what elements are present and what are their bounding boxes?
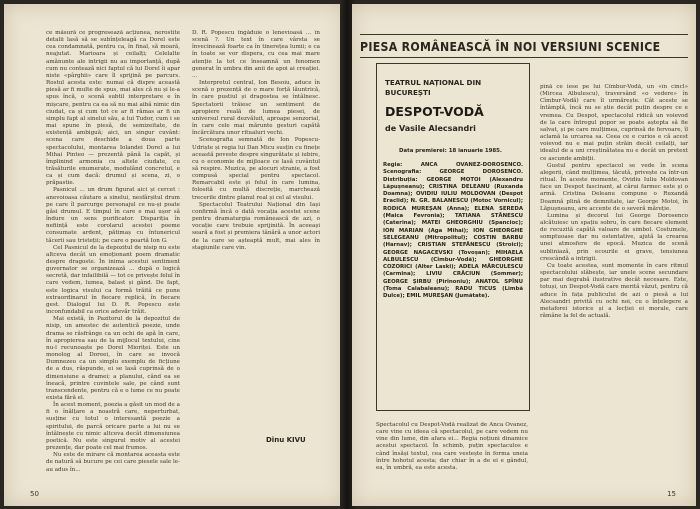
right-page-column-1	[376, 422, 528, 492]
right-page-column-2	[540, 84, 688, 488]
production-credits-box	[376, 63, 530, 411]
left-col1-paragraph: Pasnicul ... un drum figurat aici și cercet : anevoioasa căutare a sinelui, nesfârșitul drum pe care îl parcurge personajul ce nu-și poate găsi drumul. E timpul în care e mai ușor să îndure un sens purificator. Dispariția în neființă este corolarul acestei poeme consumate ardent, pătimaș cu întunericul tăcerii sau tristeții; pe care o poartă Ion G.	[46, 187, 180, 244]
headline-rule-bottom	[360, 57, 688, 58]
section-headline: PIESA ROMÂNEASCĂ ÎN NOI VERSIUNI SCENICE	[360, 40, 661, 54]
left-page	[4, 4, 344, 506]
page-number-left: 50	[30, 490, 39, 498]
right-col2-paragraph: Gustul pentru spectacol se vede în scena alegerii, când mulțimea, tăcută, privește ca într-un ritual. În aceste momente, Ovidiu Iuliu Moldovan face un Despot fascinant, al cărui farmec este și o armă. Cristina Deleanu compune o Ruxandă Doamnă plină de demnitate, iar George Motoi, în Lăpușneanu, are accente de o severă măreție.	[540, 162, 688, 212]
right-col2-paragraph: pînă ce iese pe lui Cîmbur-Vodă, un «în cincl» (Mircea Albulescu), traversând «o vedere» în Cîmbur-Vodă) care îl urmărește. Cât aceste se întâmplă, încă nu se știe decât puțin despre ce e vremea. Cu Despot, spectacolul ridică un voievod de la care întregul popor se poate aștepta să fie salvat, și pe care mulțimea, cuprinsă de fervoare, îl aclamă la urcarea sa. Ceea ce e curios e că acest voievod nu e mai puțin străin decât ceilalți, iar idealul de a uni creștinătatea nu e decât un pretext ce ascunde ambiții.	[540, 84, 688, 162]
play-title: DESPOT-VODĂ	[385, 104, 484, 119]
right-col1-paragraph: Spectacolul cu Despot-Vodă realizat de Anca Ovanez, care vine cu ideea că spectacolul, pe care vedem nu vine din lume, din afara ei... Regia noțiuni dinamice acestui spectacol. În schimb, puțin spectaculos e când însăși textul, cea care vestește în forma uneia între hohotul acesta; dar chiar în a de ei e gândul, ea, în umbră, ea este acesta.	[376, 422, 528, 471]
left-col2-paragraph: Scenografia semnată de Ion Popescu-Udriște și regia lui Dan Micu susțin cu finețe această poveste despre singurătate și iubire, cu o economie de mijloace ce lasă cuvântul să respire. Muzica, pe alocuri stranie, a fost compusă special pentru spectacol. Remarcabil este și felul în care lumina, folosită cu multă discreție, marchează trecerile dintre planul real și cel al visului.	[192, 137, 320, 201]
right-page	[352, 4, 696, 506]
left-col1-paragraph: Mai există, în Pazitorul de la depozitul de nisip, un amestec de autentică poezie, unde drama se răsfrânge ca un ochi de apă în care, în apropierea sau de la mijlocul textului, cine nu-l recunoaște pe Dorel Mioriței. Este un monolog al Doreei, în care se invocă Dumnezeu ca un simplu exemplu de ficțiune de a dus, răspunde, ei se lasă cuprinsă de o dimensiune a dramei; a planului, când ea se îneacă, printre cuvintele sale, pe când sunt transcendente, pentru că e o lume ce nu poate exista fără el.	[46, 316, 180, 401]
left-col2-paragraph: Spectacolul Teatrului Național din Iași confirmă încă o dată vocația acestei scene pentru dramaturgia românească de azi, o vocație care trebuie sprijinită. În aceeași seară a fost și premiera tânără a unor actori de la care se așteaptă mult, mai ales în stagiunile care vin.	[192, 201, 320, 251]
left-page-column-2	[192, 30, 320, 428]
play-author: de Vasile Alecsandri	[385, 124, 476, 133]
left-col1-paragraph: ce măsură ce progresează acțiunea, nerostite detalii lasă să se subînțeleagă ca Dorel este cea condamnată, pentru ca, în final, să moară, neajutat. Marioara și ceilalți; Celelalte amănunte ale intrigii nu au importanță, după cum nu contează nici faptul că lui Dorel îi apar niste «pârghii» care îl sprijină pe parcurs. Rostul acesta este: numai că dispre această piesă ar fi multe de spus, mai ales că nu și le-a spus încă, o scenă subtil interpretare e în mișcare, pentru ca ea să nu mai aibă nimic din ciudat, ca și cum tot ce ar fi rămas ar fi un simplu fapt al sinelui său, a lui Tudor, cum i se mai spune în piesă, de semizeitate, de existență ambiguă; aici, un singur cuvânt: scena care deschide a doua parte spectacolului, montarea Iolandei Dorel a lui Mihai Pinteo — prezentă până la capăt, și împlinind armonia cu altele ciudate, cu trăsăturile enumerate, modulând concretul, e ca și cum dacă: drumul și scena, zi, o prăpastie.	[46, 30, 180, 187]
left-col1-paragraph: Cel Pasnicul de la depozitul de nisip nu este altceva decât un emoționant poem dramatic despre dragoste. În inima acestui sentiment guvernator se organizează ... după o logică secretă, dar infailibilă — tot ce privește felul în care vedem, lumea, balast și gând. De fapt, este logica visului ca formă trăită ce pune extraordinarul în fiecare replică, în fiecare gest. Dialogul lui D. R. Popescu este inconfundabil ca orice adevăr trăit.	[46, 244, 180, 316]
right-col2-paragraph: Cu toate acestea, sunt momente în care ritmul spectacolului slăbește, iar unele scene secundare par mai degrabă ilustrative decât necesare. Este, totuși, un Despot-Vodă care merită văzut, pentru că aduce în fața publicului de azi o piesă a lui Alecsandri privită cu ochi noi, cu o înțelegere a metaforei istorice și a lecției ei morale, care rămâne la fel de actuală.	[540, 262, 688, 319]
right-col2-paragraph: Lumina și decorul lui George Dorosenco alcătuiesc un spațiu sobru, în care fiecare element de recuzită capătă valoare de simbol. Costumele, somptuoase dar nu ostentative, ajută la crearea unei atmosfere de epocă. Muzica de scenă subliniază, prin ecourile ei grave, tensiunea crescândă a intrigii.	[540, 212, 688, 262]
left-page-column-1	[46, 30, 180, 476]
left-col1-paragraph: Nu este de mirare că montarea aceasta este de natură să bucure pe cei care piesele sale le-au adus în...	[46, 452, 180, 473]
left-col2-paragraph: D. R. Popescu îngăduie o lenevioasă ... în scenă ?. Un text în care vârsta se învecinează foarte ca în tinerețea lumii; e ca în toate se vor dispera, cu cea mai mare atenție la tot ce înseamnă un fenomen generat în umbra din anii de apoi ai creației. ...	[192, 30, 320, 79]
page-number-right: 15	[667, 490, 676, 498]
cast-and-crew: Regia: ANCA OVANEZ-DOROSENCO. Scenografia: GEORGE DOROSENCO. Distribuția: GEORGE MOTOI (Alexandru Lăpușneanu); CRISTINA DELEANU (Ruxanda Doamna); OVIDIU IULIU MOLDOVAN (Despot Eraclid); N. GR. BALANESCU (Motoc Vornicul); RODICA MUREȘAN (Anna); ELENA SEREDA (Maica Fevronia); TATIANA STĂNESCU (Caterina); MATEI GHEORGHIU (Spancioc); ION MARIAN (Aga Mihai); ION GHEORGHE SELEGEANU (Mitropolitul); COSTIN BARBU (Harnav); CRISTIAN STEFĂNESCU (Stroici); GEORGE NAGACEVSKI (Tovoșan); MIHAELA ALBULESCU (Cîmbur-Vodă); GHEORGHE COZORICI (Alter Laski); ADELA MĂRCULESCU (Carmina); LIVIU CRĂCIUN (Sommer); GEORGE ȘIRBU (Pirînoniu); ANATOL SPÎNU (Toma Calabaleanu); RADU TICUS (Limbă Dulce); EMIL MUREȘAN (Jumătate).	[383, 162, 523, 300]
theatre-name: TEATRUL NAȚIONAL DIN BUCUREȘTI	[385, 78, 482, 97]
premiere-date: Data premierei: 18 ianuarie 1985.	[399, 148, 502, 154]
headline-rule-top	[360, 34, 688, 35]
left-col1-paragraph: În acest moment, poezia a găsit un mod de a fi o înălțare a noastră care, neperturbat, susține cu totul o interesantă poezie a spiritului, de parcă oricare parte a lui nu se întâlnește cu nimic altceva decât dimensiunea poetică. Nu este singurul motiv al acestei prezențe, dar poate cel mai frumos.	[46, 402, 180, 452]
author-signature: Dinu KIVU	[266, 436, 306, 444]
left-col2-paragraph: Interpretul central, Ion Besoiu, aduce în scenă o prezență de o mare forță lăuntrică, în care pustiul și dragostea se întâlnesc. Spectatorii trăiesc un sentiment de apropiere reală de lumea piesei, de universul rural dezvăluit, aproape senzorial, în care cele mai mărunte gesturi capătă încărcătura unor ritualuri vechi.	[192, 80, 320, 137]
